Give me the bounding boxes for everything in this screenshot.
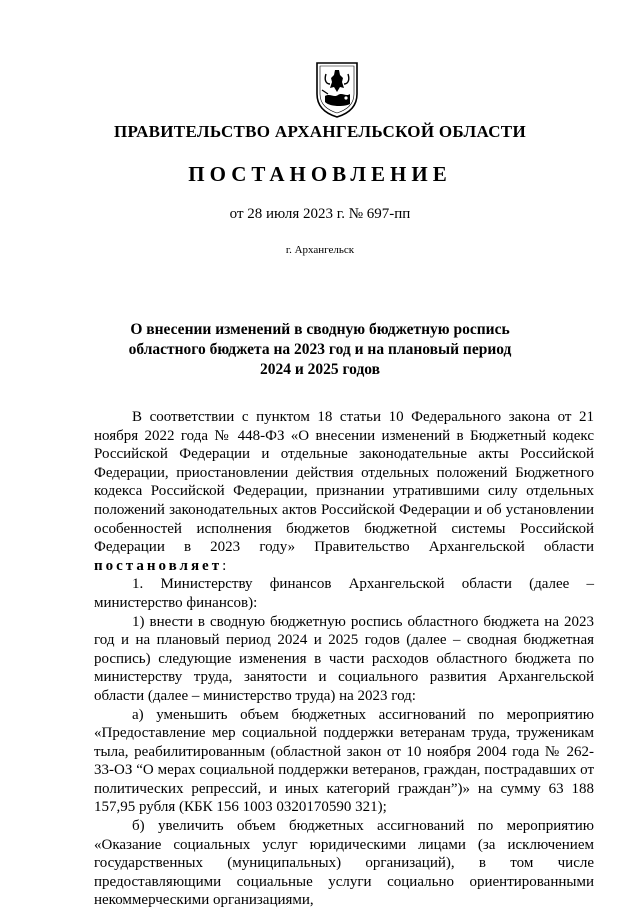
document-type: ПОСТАНОВЛЕНИЕ [188, 162, 452, 186]
preamble-colon: : [222, 557, 227, 574]
document-subject [0, 320, 640, 380]
document-date-number: от 28 июля 2023 г. № 697-пп [229, 206, 411, 222]
document-city: г. Архангельск [285, 244, 355, 256]
preamble-text: В соответствии с пунктом 18 статьи 10 Федерального закона от 21 ноября 2022 года № 448-ФЗ «О внесении изменений в Бюджетный кодекс Российской Федерации и отдельные законодательные акты Российской Федерации, приостановлении действия отдельных положений Бюджетного кодекса Российской Федерации, признании утратившими силу отдельных положений законодательных актов Российской Федерации и об установлении особенностей исполнения бюджетов бюджетной системы Российской Федерации в 2023 году» Правительство Архангельской области [94, 409, 594, 556]
preamble-paragraph [94, 408, 594, 575]
arkhangelsk-coat-of-arms-icon [314, 60, 360, 118]
clause-paragraph: 1) внести в сводную бюджетную роспись областного бюджета на 2023 год и на плановый период 2024 и 2025 годов (далее – сводная бюджетная роспись) следующие изменения в части расходов областного бюджета по министерству труда, занятости и социального развития Архангельской области (далее – министерство труда) на 2023 год: [94, 613, 594, 704]
clause-paragraph: а) уменьшить объем бюджетных ассигнований по мероприятию «Предоставление мер социальной поддержки ветеранам труда, труженикам тыла, реабилитированным (областной закон от 10 ноября 2004 года № 262-33-ОЗ “О мерах социальной поддержки ветеранов, граждан, пострадавших от политических репрессий, и иных категорий граждан”)» на сумму 63 188 157,95 рубля (КБК 156 1003 0320170590 321); [94, 706, 594, 816]
subject-line: областного бюджета на 2023 год и на плановый период [128, 341, 512, 358]
document-body [94, 408, 594, 910]
clause-paragraph: 1. Министерству финансов Архангельской области (далее – министерство финансов): [94, 576, 594, 611]
decree-word: постановляет [94, 557, 223, 574]
clause-paragraph: б) увеличить объем бюджетных ассигнований по мероприятию «Оказание социальных услуг юридическими лицами (за исключением государственных (муниципальных) организаций), в том числе предоставляющими социальные услуги социально ориентированными некоммерческими организациями, [94, 818, 594, 909]
subject-line: 2024 и 2025 годов [259, 361, 381, 378]
organization-name: ПРАВИТЕЛЬСТВО АРХАНГЕЛЬСКОЙ ОБЛАСТИ [114, 122, 526, 141]
subject-line: О внесении изменений в сводную бюджетную роспись [130, 321, 510, 338]
